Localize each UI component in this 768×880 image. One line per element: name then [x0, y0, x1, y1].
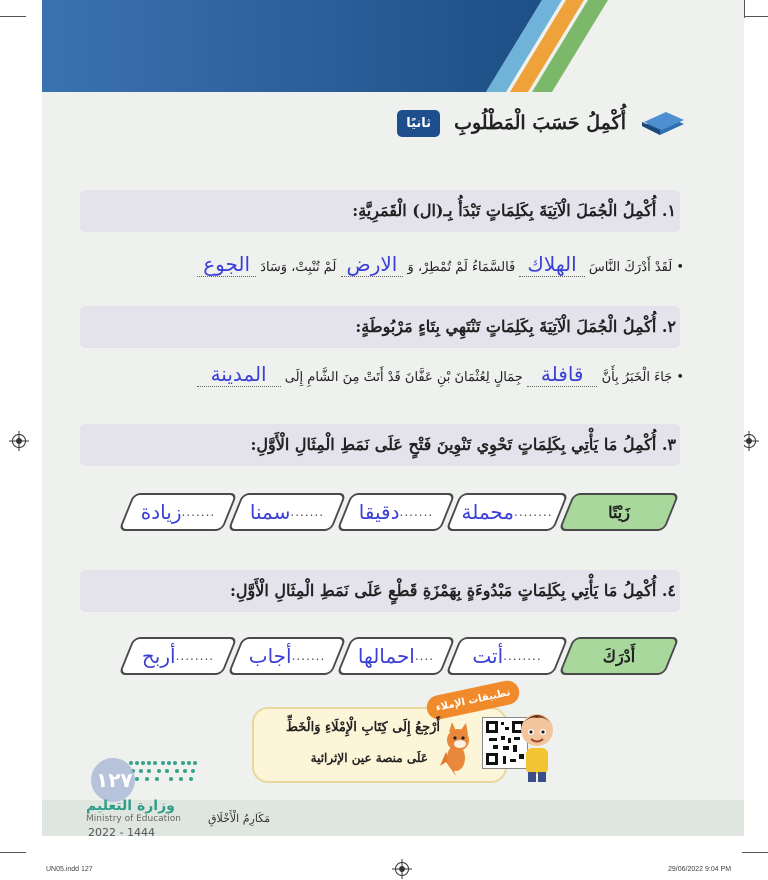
vision-2030-dots-icon: [125, 757, 205, 785]
crop-mark: [0, 16, 26, 17]
question-1-sentence: [197, 252, 684, 276]
question-2-sentence: [197, 362, 684, 386]
apps-badge: تطبيقات الإملاء: [425, 678, 522, 721]
question-1-prompt: ١. أُكْمِلُ الْجُمَلَ الْآتِيَةَ بِكَلِمَاتٍ تَبْدَأُ بِـ(ال) الْقَمَرِيَّةِ:: [352, 201, 676, 220]
answer-field[interactable]: .... احمالها: [357, 644, 435, 668]
registration-mark-icon: [395, 862, 409, 876]
question-4-prompt: ٤. أُكْمِلُ مَا يَأْتِي بِكَلِمَاتٍ مَبْدُوءَةٍ بِهَمْزَةِ قَطْعٍ عَلَى نَمَطِ الْمِثَالِ الْأَوَّلِ:: [229, 581, 676, 600]
school-year: 2022 - 1444: [88, 826, 155, 839]
ministry-name-en: Ministry of Education: [86, 814, 181, 824]
crop-mark: [0, 852, 26, 853]
section-badge: ثانيًا: [397, 110, 440, 137]
sentence-part: جِمَالٍ لِعُثْمَانَ بْنِ عَفَّانَ قَدْ أَتَتْ مِنَ الشَّامِ إِلَى: [284, 370, 523, 385]
answer-field[interactable]: ........ أربح: [141, 644, 215, 668]
ministry-name-ar: وزارة التعليم: [86, 798, 175, 814]
answer-field[interactable]: ....... أجاب: [248, 644, 326, 668]
question-2-prompt: ٢. أُكْمِلُ الْجُمَلَ الْآتِيَةَ بِكَلِمَاتٍ تَنْتَهِي بِتَاءٍ مَرْبُوطَةٍ:: [355, 317, 676, 336]
crop-mark: [744, 0, 745, 18]
reference-line-2: عَلَى منصة عين الإثرائية: [310, 751, 428, 765]
file-slug: UN05.indd 127: [46, 866, 93, 873]
section-heading: [397, 108, 686, 138]
header-stripes: [42, 0, 744, 92]
fox-mascot-icon: [436, 722, 476, 778]
answer-field[interactable]: ........ محملة: [461, 500, 553, 524]
reference-line-1: أَرْجِعُ إِلَى كِتَابِ الْإِمْلَاءِ وَالْخَطِّ: [285, 720, 440, 735]
sentence-part: فَالسَّمَاءُ لَمْ تُمْطِرْ، وَ: [407, 260, 516, 275]
answer-blank[interactable]: الارض: [341, 252, 404, 277]
answer-field[interactable]: ....... سمنا: [249, 500, 325, 524]
registration-mark-icon: [12, 434, 26, 448]
book-icon: [640, 108, 686, 138]
answer-field[interactable]: ....... زيادة: [140, 500, 216, 524]
crop-mark: [742, 16, 768, 17]
crop-mark: [742, 852, 768, 853]
sentence-part: • جَاءَ الْخَبَرُ بِأَنَّ: [601, 370, 684, 385]
page-number: ١٢٧: [96, 768, 133, 792]
answer-blank[interactable]: الهلاك: [519, 252, 584, 277]
example-word: أَدْرَكَ: [602, 646, 636, 666]
answer-blank[interactable]: قافلة: [527, 362, 598, 387]
boy-mascot-icon: [516, 708, 556, 784]
answer-blank[interactable]: الجوع: [197, 252, 256, 277]
header-band: [42, 0, 744, 92]
section-title: أُكْمِلُ حَسَبَ الْمَطْلُوبِ: [454, 112, 626, 134]
registration-mark-icon: [742, 434, 756, 448]
answer-field[interactable]: ....... دقيقا: [358, 500, 434, 524]
sentence-part: • لَقَدْ أَدْرَكَ النَّاسَ: [588, 260, 684, 275]
answer-blank[interactable]: المدينة: [197, 362, 281, 387]
example-word: زَيْتًا: [608, 502, 630, 522]
unit-title: مَكَارِمُ الْأَخْلَاقِ: [208, 812, 271, 825]
question-3-prompt: ٣. أُكْمِلُ مَا يَأْتِي بِكَلِمَاتٍ تَحْوِي تَنْوِينَ فَتْحٍ عَلَى نَمَطِ الْمِثَالِ الْأَوَّلِ:: [250, 435, 676, 454]
date-slug: 29/06/2022 9:04 PM: [668, 866, 732, 873]
sentence-part: لَمْ تُنْبِتْ، وَسَادَ: [260, 260, 337, 275]
answer-field[interactable]: ........ أتت: [472, 644, 542, 668]
